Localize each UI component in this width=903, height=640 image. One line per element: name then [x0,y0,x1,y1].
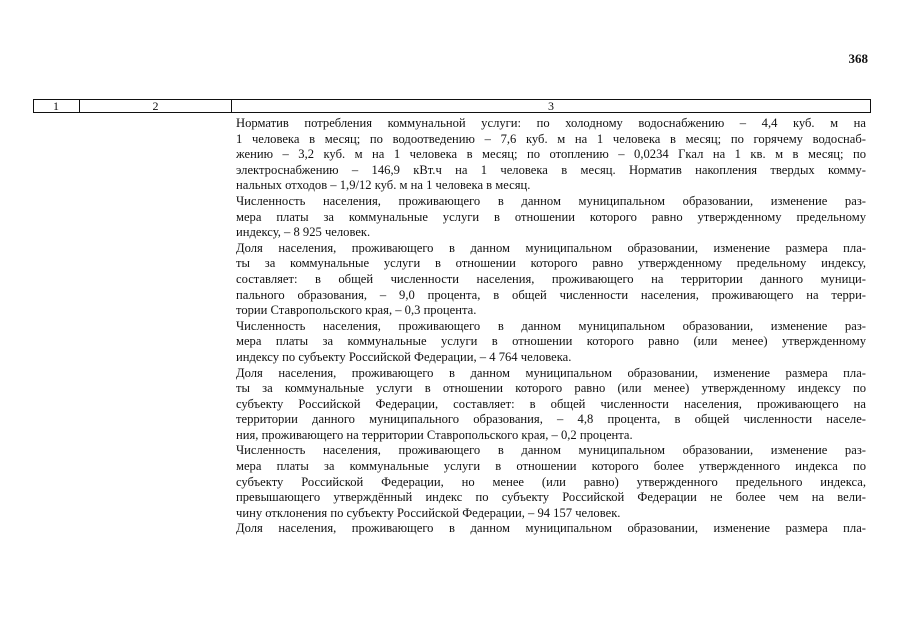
page-number: 368 [848,51,868,66]
paragraph-share-above-index [236,521,866,537]
text-line: нальных отходов – 1,9/12 куб. м на 1 человека в месяц. [236,178,531,193]
text-line: ты за коммунальные услуги в отношении которого равно утвержденному предельному индексу, [236,256,866,271]
table-header-row [33,99,871,113]
text-line: индексу, – 8 925 человек. [236,225,371,240]
text-line: 1 человека в месяц; по водоотведению – 7,6 куб. м на 1 человека в месяц; по горячему водоснаб- [236,131,866,146]
text-line: тории Ставропольского края, – 0,3 процента. [236,303,477,318]
text-line: субъекту Российской Федерации, составляет: в общей численности населения, проживающего на [236,396,866,411]
text-line: Численность населения, проживающего в данном муниципальном образовании, изменение раз- [236,318,866,333]
column-2-header: 2 [79,100,231,112]
paragraph-population-above-index [236,443,866,521]
text-line: территории данного муниципального образования, – 4,8 процента, в общей численности населе- [236,412,866,427]
text-line: мера платы за коммунальные услуги в отношении которого равно (или менее) утвержденному [236,334,866,349]
text-line: составляет: в общей численности населения, проживающего на территории данного муници- [236,271,866,286]
paragraph-share-equal-limit [236,241,866,319]
text-line: мера платы за коммунальные услуги в отношении которого более утвержденного индекса по [236,459,866,474]
text-line: жению – 3,2 куб. м на 1 человека в месяц; по отоплению – 0,0234 Гкал на 1 кв. м в месяц; по [236,147,866,162]
paragraph-population-equal-limit [236,194,866,241]
text-line: индексу по субъекту Российской Федерации, – 4 764 человека. [236,349,572,364]
text-line: Доля населения, проживающего в данном муниципальном образовании, изменение размера пла- [236,365,866,380]
text-line: мера платы за коммунальные услуги в отношении которого равно утвержденному предельному [236,209,866,224]
text-line: Норматив потребления коммунальной услуги: по холодному водоснабжению – 4,4 куб. м на [236,116,866,130]
text-line: ния, проживающего на территории Ставропольского края, – 0,2 процента. [236,427,633,442]
column-1-header: 1 [53,99,59,113]
text-line: чину отклонения по субъекту Российской Федерации, – 94 157 человек. [236,505,621,520]
body-text [236,116,866,537]
text-line: ты за коммунальные услуги в отношении которого равно (или менее) утвержденному индексу по [236,381,866,396]
paragraph-population-regional-index [236,319,866,366]
text-line: Доля населения, проживающего в данном муниципальном образовании, изменение размера пла- [236,521,866,536]
text-line: пального образования, – 9,0 процента, в общей численности населения, проживающего на терри- [236,287,866,302]
text-line: Численность населения, проживающего в данном муниципальном образовании, изменение раз- [236,193,866,208]
text-line: Доля населения, проживающего в данном муниципальном образовании, изменение размера пла- [236,240,866,255]
paragraph-consumption-norms [236,116,866,194]
paragraph-share-regional-index [236,366,866,444]
text-line: электроснабжению – 146,9 кВт.ч на 1 человека в месяц. Норматив накопления твердых комму- [236,162,866,177]
column-3-header: 3 [231,100,870,112]
text-line: превышающего утверждённый индекс по субъекту Российской Федерации не более чем на вели- [236,490,866,505]
text-line: субъекту Российской Федерации, но менее (или равно) утвержденного предельного индекса, [236,474,866,489]
text-line: Численность населения, проживающего в данном муниципальном образовании, изменение раз- [236,443,866,458]
